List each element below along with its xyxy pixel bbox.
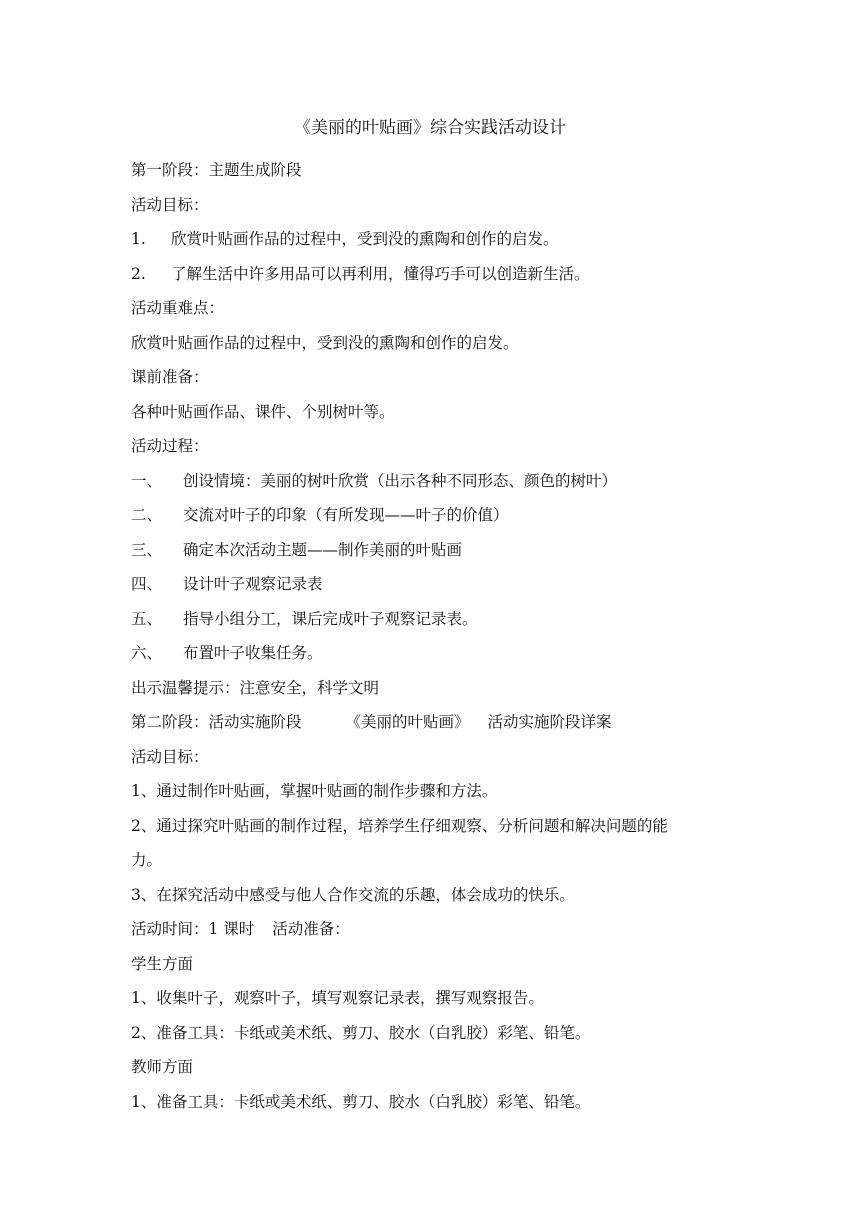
item-number: 1.: [131, 230, 146, 248]
stage2-time: [131, 912, 741, 947]
student-item-2: 2、准备工具：卡纸或美术纸、剪刀、胶水（白乳胶）彩笔、铅笔。: [131, 1023, 591, 1042]
document-body: [131, 153, 741, 1119]
item-text: 创设情境：美丽的树叶欣赏（出示各种不同形态、颜色的树叶）: [183, 471, 618, 490]
stage1-key-text: 欣赏叶贴画作品的过程中，受到没的熏陶和创作的启发。: [131, 333, 519, 352]
item-number: 五、: [131, 609, 163, 628]
teacher-label: 教师方面: [131, 1058, 194, 1076]
stage1-goal-label: 活动目标：: [131, 195, 209, 214]
item-text: 布置叶子收集任务。: [183, 644, 323, 662]
prep-label: 活动准备：: [272, 920, 350, 938]
stage1-key-label: 活动重难点：: [131, 299, 225, 317]
item-number: 六、: [131, 644, 163, 662]
stage2-goal-3: 3、在探究活动中感受与他人合作交流的乐趣，体会成功的快乐。: [131, 885, 575, 904]
stage1-goal-item: [131, 257, 741, 292]
stage1-prep-label: 课前准备：: [131, 368, 209, 386]
item-number: 2.: [131, 264, 146, 283]
item-text: 设计叶子观察记录表: [183, 575, 323, 593]
stage2-heading-part: 活动实施阶段详案: [487, 713, 612, 731]
item-text: 欣赏叶贴画作品的过程中，受到没的熏陶和创作的启发。: [171, 230, 559, 248]
item-text: 指导小组分工，课后完成叶子观察记录表。: [183, 609, 478, 628]
stage1-tip: 出示温馨提示：注意安全，科学文明: [131, 678, 380, 697]
student-item-1: 1、收集叶子，观察叶子，填写观察记录表，撰写观察报告。: [131, 989, 544, 1007]
item-number: 二、: [131, 506, 163, 524]
item-text: 交流对叶子的印象（有所发现——叶子的价值）: [183, 506, 509, 524]
stage2-heading-part: 第二阶段：活动实施阶段: [131, 713, 302, 731]
document-title: 《美丽的叶贴画》综合实践活动设计: [294, 118, 566, 138]
teacher-item-1: 1、准备工具：卡纸或美术纸、剪刀、胶水（白乳胶）彩笔、铅笔。: [131, 1092, 591, 1111]
stage2-goal-label: 活动目标：: [131, 747, 209, 766]
process-item: [131, 498, 741, 533]
process-item: [131, 567, 741, 602]
process-item: [131, 464, 741, 499]
item-text: 确定本次活动主题——制作美丽的叶贴画: [183, 540, 463, 559]
stage2-heading-part: 《美丽的叶贴画》: [345, 713, 470, 731]
stage1-heading: 第一阶段：主题生成阶段: [131, 161, 302, 179]
stage1-process-label: 活动过程：: [131, 437, 209, 455]
process-item: [131, 533, 741, 568]
item-text: 了解生活中许多用品可以再利用，懂得巧手可以创造新生活。: [171, 264, 590, 283]
item-number: 四、: [131, 575, 163, 593]
process-item: [131, 602, 741, 637]
stage1-prep-text: 各种叶贴画作品、课件、个别树叶等。: [131, 402, 395, 421]
student-label: 学生方面: [131, 954, 194, 973]
stage2-goal-2-continued: 力。: [131, 851, 163, 869]
item-number: 三、: [131, 540, 163, 559]
stage1-goal-item: [131, 222, 741, 257]
stage2-goal-1: 1、通过制作叶贴画，掌握叶贴画的制作步骤和方法。: [131, 782, 498, 800]
stage2-heading: [131, 705, 741, 740]
item-number: 一、: [131, 471, 163, 490]
process-item: [131, 636, 741, 671]
stage2-goal-2: 2、通过探究叶贴画的制作过程，培养学生仔细观察、分析问题和解决问题的能: [131, 816, 668, 835]
time-label: 活动时间：1 课时: [131, 920, 255, 938]
